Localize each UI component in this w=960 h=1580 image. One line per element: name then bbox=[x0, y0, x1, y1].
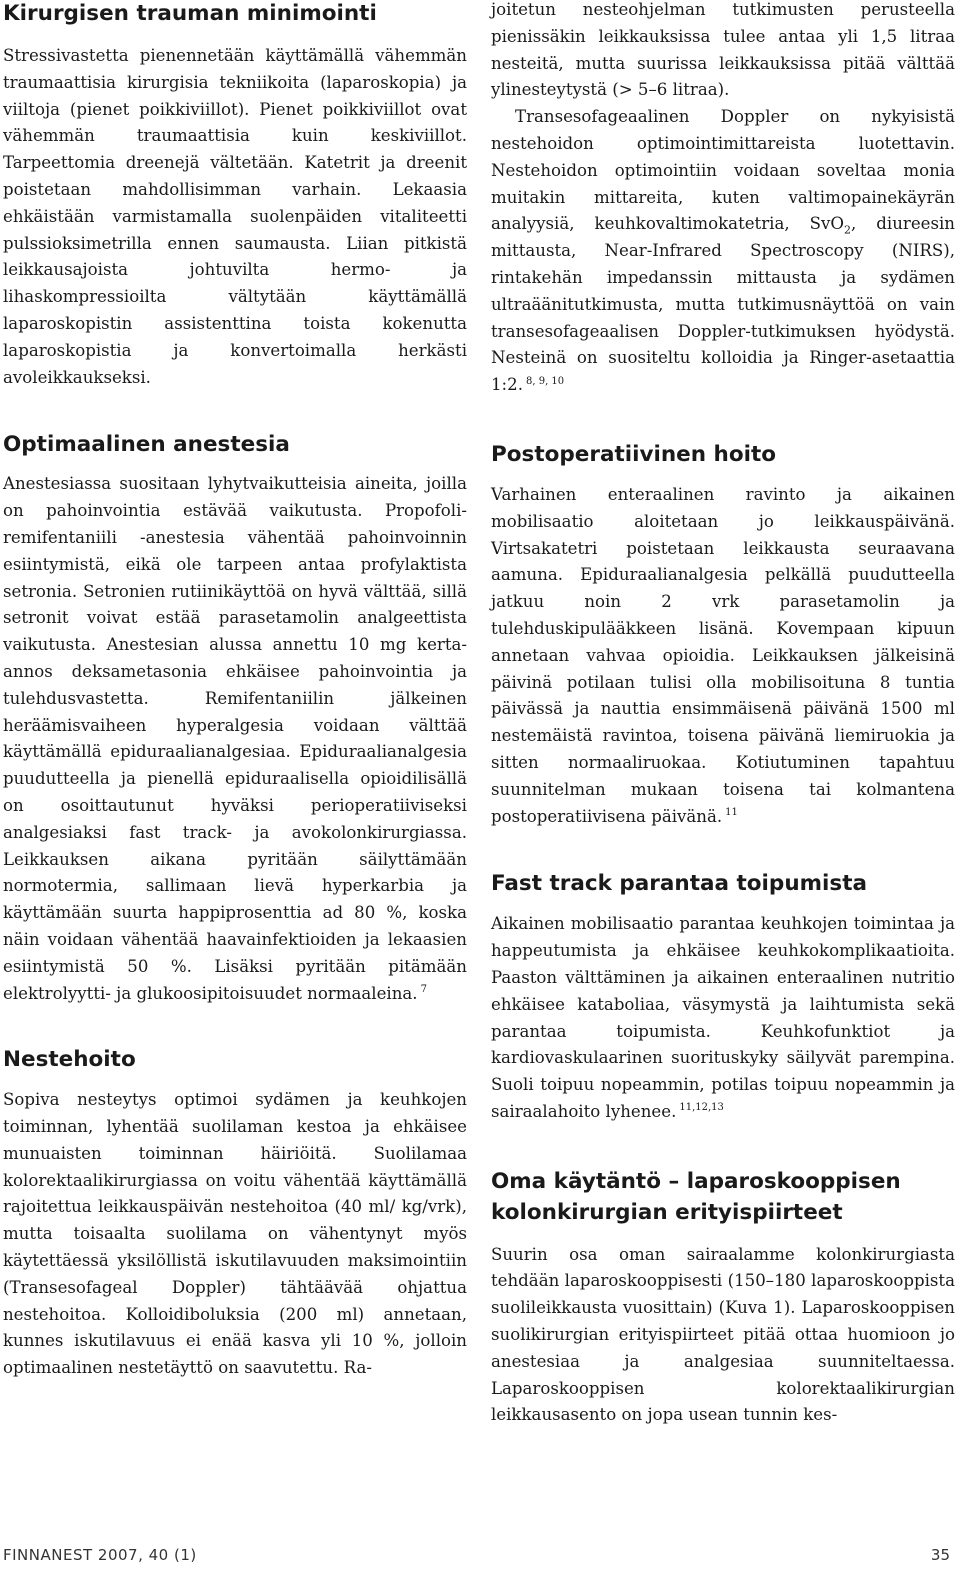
paragraph-text: Aikainen mobilisaatio parantaa keuhkojen toimintaa ja happeutumista ja ehkäisee keuhkokomplikaatioita. Paaston välttäminen ja aikainen enteraalinen nutritio ehkäisee kataboliaa, väsymystä ja laihtumista sekä parantaa toipumista. Keuhkofunktiot ja kardiovaskulaarinen suorituskyky säilyvät parempina. Suoli toipuu nopeammin, potilas toipuu nopeammin ja sairaalahoito lyhenee. bbox=[491, 914, 955, 1121]
paragraph-text: , diureesin mittausta, Near-Infrared Spectroscopy (NIRS), rintakehän impedanssin mittausta ja sydämen ultraäänitutkimusta, mutta tutkimusnäyttöä on vain transesofageaalisen Doppler-tutkimuksen hyödystä. Nesteinä on suositeltu kolloidia ja Ringer-asetaattia 1:2. bbox=[491, 214, 955, 395]
section-heading: Kirurgisen trauman minimointi bbox=[3, 1, 377, 26]
paragraph bbox=[491, 911, 955, 1125]
paragraph: joitetun nesteohjelman tutkimusten perusteella pienissäkin leikkauksissa tulee antaa yli 1,5 litraa nesteitä, mutta suurissa leikkauksissa pitää välttää ylinesteytystä (> 5–6 litraa). bbox=[491, 0, 955, 100]
paragraph: Suurin osa oman sairaalamme kolonkirurgiasta tehdään laparoskooppisesti (150–180 laparoskooppista suolileikkausta vuosittain) (Kuva 1). Laparoskooppisen suolikirurgian erityispiirteet pitää ottaa huomioon jo anestesiaa ja analgesiaa suunniteltaessa. Laparoskooppisen kolorektaalikirurgian leikkausasento on jopa usean tunnin kes- bbox=[491, 1244, 955, 1425]
paragraph-text: Transesofageaalinen Doppler on nykyisistä nestehoidon optimointimittareista luotettavin. Nestehoidon optimointiin voidaan soveltaa monia muitakin mittareita, kuten valtimopainekäyrän analyysiä, keuhkovaltimokatetria, SvO bbox=[491, 107, 955, 234]
reference-superscript: 11,12,13 bbox=[679, 1102, 724, 1114]
section-optimal-anesthesia bbox=[3, 429, 467, 1007]
section-surgical-trauma bbox=[3, 0, 467, 391]
section-fast-track bbox=[491, 868, 955, 1125]
section-postoperative-care bbox=[491, 439, 955, 830]
section-heading: Postoperatiivinen hoito bbox=[491, 441, 777, 467]
journal-footer: FINNANEST 2007, 40 (1) bbox=[3, 1546, 197, 1564]
subscript: 2 bbox=[844, 223, 851, 237]
paragraph bbox=[491, 482, 955, 830]
section-heading: Nestehoito bbox=[3, 1047, 136, 1073]
section-heading: Oma käytäntö – laparoskooppisen kolonkirurgian erityispiirteet bbox=[491, 1168, 901, 1225]
right-column bbox=[491, 0, 955, 1429]
section-own-practice bbox=[491, 1166, 955, 1430]
paragraph: Sopiva nesteytys optimoi sydämen ja keuhkojen toiminnan, lyhentää suolilaman kestoa ja ehkäisee munuaisten toiminnan häiriöitä. Suolilamaa kolorektaalikirurgiassa on voitu vähentää käyttämällä rajoitettua leikkauspäivän nestehoitoa (40 ml/ kg/vrk), mutta toisaalta suolilama on vähentynyt myös käytettäessä yksilöllistä iskutilavuuden maksimointiin (Transesofageal Doppler) tähtäävää ohjattua nestehoitoa. Kolloidiboluksia (200 ml) annetaan, kunnes iskutilavuus ei enää kasva yli 10 %, jolloin optimaalinen nestetäyttö on saavutettu. Ra- bbox=[3, 1090, 467, 1378]
left-column bbox=[3, 0, 467, 1382]
paragraph bbox=[3, 471, 467, 1007]
section-fluid-therapy-continued bbox=[491, 0, 955, 399]
reference-superscript: 7 bbox=[420, 983, 427, 995]
paragraph: Stressivastetta pienennetään käyttämällä vähemmän traumaattisia kirurgisia tekniikoita (laparoskopia) ja viiltoja (pienet poikkiviillot). Pienet poikkiviillot ovat vähemmän traumaattisia kuin keskiviillot. Tarpeettomia dreenejä vältetään. Katetrit ja dreenit poistetaan mahdollisimman varhain. Lekaasia ehkäistään varmistamalla suolenpäiden vitaliteetti pulssioksimetrilla ennen saumausta. Liian pitkistä leikkausajoista johtuvilta hermo- ja lihaskompressioilta vältytään käyttämällä laparoskopistin assistenttina toista kokenutta laparoskopistia ja konvertoimalla herkästi avoleikkaukseksi. bbox=[3, 46, 467, 387]
reference-superscript: 11 bbox=[725, 806, 738, 818]
section-fluid-therapy bbox=[3, 1044, 467, 1382]
section-heading: Fast track parantaa toipumista bbox=[491, 871, 867, 897]
section-heading: Optimaalinen anestesia bbox=[3, 432, 290, 458]
paragraph-text: Varhainen enteraalinen ravinto ja aikainen mobilisaatio aloitetaan jo leikkauspäivänä. Virtsakatetri poistetaan leikkausta seuraavana aamuna. Epiduraalianalgesia pelkällä puudutteella jatkuu noin 2 vrk parasetamolin ja tulehduskipulääkkeen lisänä. Kovempaan kipuun annetaan vahvaa opioidia. Leikkauksen jälkeisinä päivinä potilaan tulisi olla mobilisoituna 8 tuntia päivässä ja nauttia ensimmäisenä päivänä 1500 ml nestemäistä ravintoa, toisena päivänä liemiruokia ja sitten normaaliruokaa. Kotiutuminen tapahtuu suunnitelman mukaan toisena tai kolmantena postoperatiivisena päivänä. bbox=[491, 484, 955, 826]
paragraph bbox=[491, 104, 955, 399]
paragraph-text: Anestesiassa suositaan lyhytvaikutteisia aineita, joilla on pahoinvointia estävää vaikutusta. Propofoli-remifentaniili -anestesia vähentää pahoinvoinnin esiintymistä, eikä ole tarpeen antaa profylaktista setronia. Setronien rutiinikäyttöä on hyvä välttää, sillä setronit voivat estää parasetamolin analgeettista vaikutusta. Anestesian alussa annettu 10 mg kerta-annos deksametasonia ehkäisee pahoinvointia ja tulehdusvastetta. Remifentaniilin jälkeinen heräämisvaiheen hyperalgesia voidaan välttää käyttämällä epiduraalianalgesiaa. Epiduraalianalgesia puudutteella ja pienellä epiduraalisella opioidilisällä on osoittautunut hyväksi perioperatiiviseksi analgesiaksi fast track- ja avokolonkirurgiassa. Leikkauksen aikana pyritään säilyttämään normotermia, sallimaan lievä hyperkarbia ja käyttämään suurta happiprosenttia ad 80 %, koska näin voidaan vähentää haavainfektioiden ja lekaasien esiintymistä 50 %. Lisäksi pyritään pitämään elektrolyytti- ja glukoosipitoisuudet normaaleina. bbox=[3, 474, 467, 1003]
reference-superscript: 8, 9, 10 bbox=[525, 375, 565, 387]
page-number: 35 bbox=[930, 1546, 950, 1564]
